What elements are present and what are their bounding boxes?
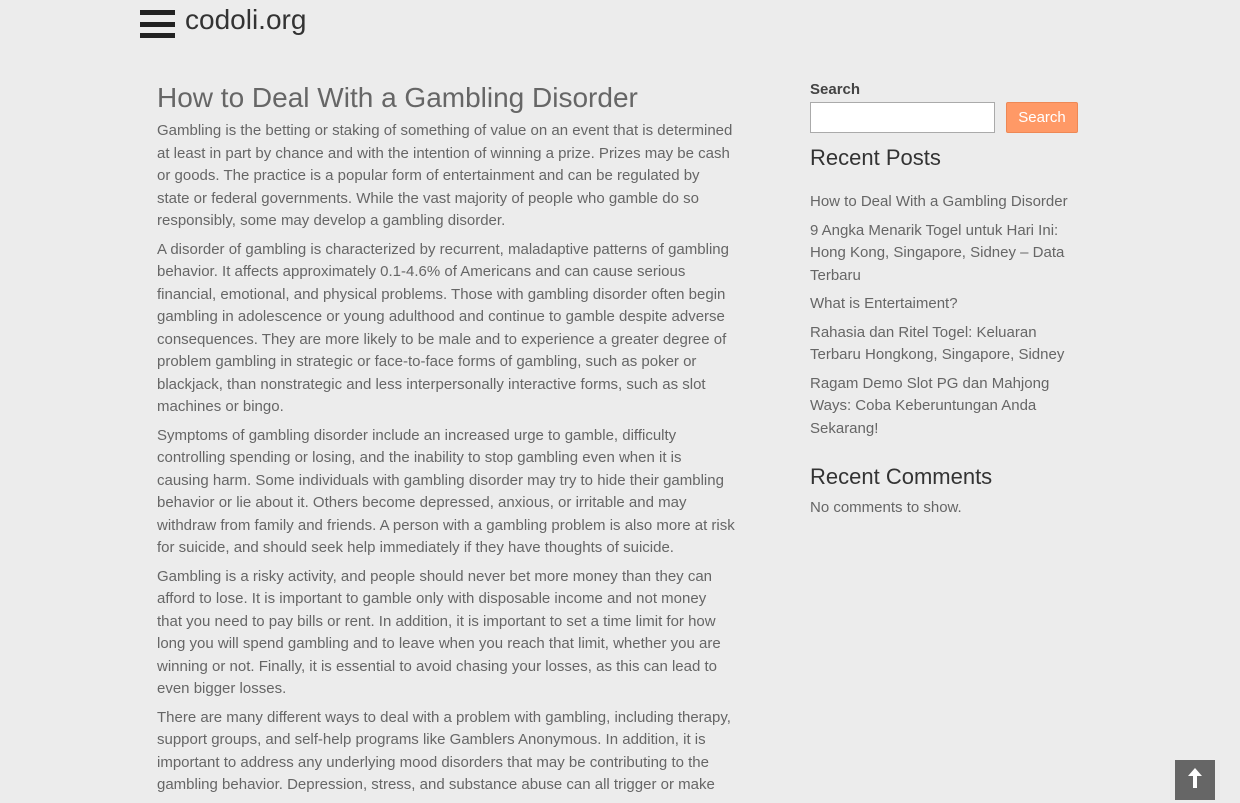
list-item (810, 322, 1078, 367)
list-item (810, 293, 1078, 316)
post-body (157, 120, 735, 797)
post-paragraph: A disorder of gambling is characterized by recurrent, maladaptive patterns of gambling behavior. It affects approximately 0.1-4.6% of Americans and can cause serious financial, emotional, and physical problems. Those with gambling disorder often begin gambling in adolescence or young adulthood and continue to gamble despite adverse consequences. They are more likely to be male and to experience a greater degree of problem gambling in strategic or face-to-face forms of gambling, such as poker or blackjack, than nonstrategic and less interpersonally interactive forms, such as slot machines or bingo. (157, 240, 729, 415)
search-form (810, 102, 1078, 133)
site-header (140, 0, 306, 44)
menu-bar (140, 10, 175, 15)
recent-posts-list (810, 191, 1078, 440)
hamburger-menu-icon[interactable] (140, 10, 175, 38)
search-input[interactable] (810, 102, 995, 133)
no-comments-text: No comments to show. (810, 499, 962, 516)
post-title: How to Deal With a Gambling Disorder (157, 82, 638, 113)
menu-bar (140, 33, 175, 38)
recent-post-link[interactable]: 9 Angka Menarik Togel untuk Hari Ini: Hong Kong, Singapore, Sidney – Data Terbaru (810, 221, 1065, 284)
menu-bar (140, 22, 175, 27)
list-item (810, 373, 1078, 441)
search-button[interactable]: Search (1006, 102, 1078, 133)
recent-post-link[interactable]: Rahasia dan Ritel Togel: Keluaran Terbaru Hongkong, Singapore, Sidney (810, 323, 1065, 363)
main-content (157, 80, 735, 803)
post-paragraph: There are many different ways to deal with a problem with gambling, including therapy, support groups, and self-help programs like Gamblers Anonymous. In addition, it is important to address any underlying mood disorders that may be contributing to the gambling behavior. Depression, stress, and substance abuse can all trigger or make (157, 708, 731, 793)
recent-post-link[interactable]: What is Entertaiment? (810, 295, 958, 312)
sidebar (810, 80, 1078, 518)
recent-comments-title: Recent Comments (810, 464, 993, 489)
recent-posts-title: Recent Posts (810, 145, 941, 170)
post-paragraph: Symptoms of gambling disorder include an increased urge to gamble, difficulty controlling spending or losing, and the inability to stop gambling even when it is causing harm. Some individuals with gambling disorder may try to hide their gambling behavior or lie about it. Others become depressed, anxious, or irritable and may withdraw from family and friends. A person with a gambling problem is also more at risk for suicide, and should seek help immediately if they have thoughts of suicide. (157, 426, 735, 556)
search-label: Search (810, 81, 861, 98)
recent-post-link[interactable]: How to Deal With a Gambling Disorder (810, 193, 1068, 210)
list-item (810, 220, 1078, 288)
recent-post-link[interactable]: Ragam Demo Slot PG dan Mahjong Ways: Coba Keberuntungan Anda Sekarang! (810, 374, 1050, 437)
arrow-up-icon (1188, 768, 1202, 793)
list-item (810, 191, 1078, 214)
site-title-link[interactable]: codoli.org (185, 4, 307, 35)
back-to-top-button[interactable] (1175, 760, 1215, 800)
post-paragraph: Gambling is the betting or staking of something of value on an event that is determined at least in part by chance and with the intention of winning a prize. Prizes may be cash or goods. The practice is a popular form of entertainment and can be regulated by state or federal governments. While the vast majority of people who gamble do so responsibly, some may develop a gambling disorder. (157, 122, 733, 229)
post-paragraph: Gambling is a risky activity, and people should never bet more money than they can afford to lose. It is important to gamble only with disposable income and not money that you need to pay bills or rent. In addition, it is important to set a time limit for how long you will spend gambling and to leave when you reach that limit, whether you are winning or not. Finally, it is essential to avoid chasing your losses, as this can lead to even bigger losses. (157, 567, 721, 697)
